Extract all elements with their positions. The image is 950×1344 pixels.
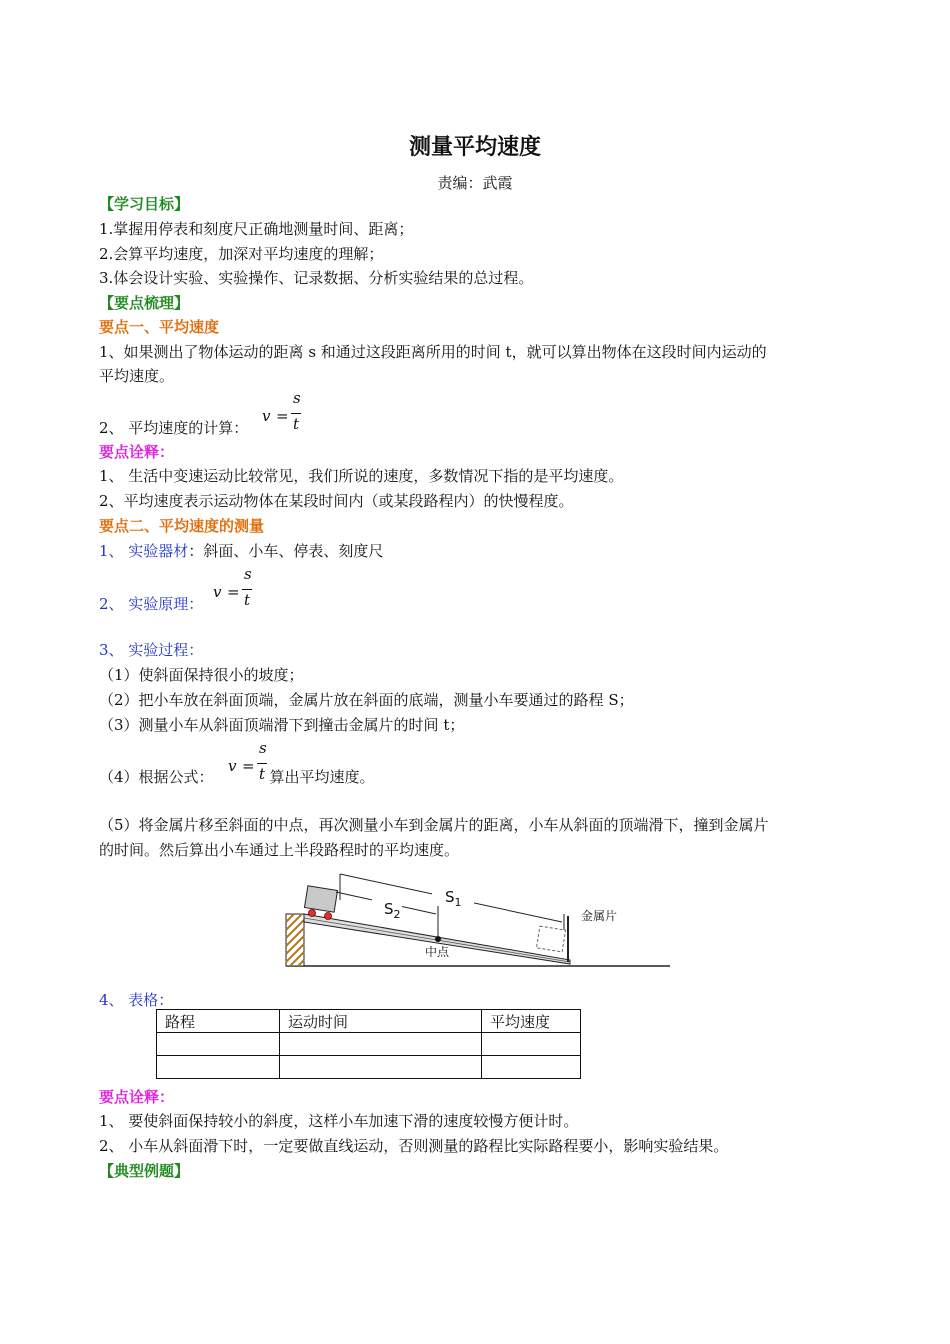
- principle-label: 2、 实验原理：: [99, 595, 204, 613]
- record-table: [156, 1009, 581, 1079]
- s2-label: $S_2$: [384, 900, 401, 921]
- step4-text: （4）根据公式：: [99, 768, 214, 786]
- equipment-label: 1、 实验器材: [99, 542, 189, 560]
- goal-item: 1.掌握用停表和刻度尺正确地测量时间、距离；: [99, 220, 414, 238]
- support-block: [286, 914, 304, 966]
- avg-speed-calc-label: 2、 平均速度的计算：: [99, 419, 249, 437]
- table-header-row: [157, 1010, 581, 1033]
- note-item: 2、平均速度表示运动物体在某段时间内（或某段路程内）的快慢程度。: [99, 492, 574, 510]
- note-heading: 要点诠释：: [99, 443, 175, 461]
- s1-label: $S_1$: [445, 888, 462, 909]
- goal-item: 2.会算平均速度，加深对平均速度的理解；: [99, 245, 384, 263]
- process-step: （3）测量小车从斜面顶端滑下到撞击金属片的时间 t；: [99, 716, 465, 734]
- table-cell: [482, 1033, 581, 1056]
- incline-diagram: [280, 870, 675, 970]
- note-item: 1、 生活中变速运动比较常见，我们所说的速度，多数情况下指的是平均速度。: [99, 467, 624, 485]
- process-step: （2）把小车放在斜面顶端，金属片放在斜面的底端，测量小车要通过的路程 S；: [99, 691, 634, 709]
- page-title: 测量平均速度: [408, 135, 541, 160]
- points-heading: 【要点梳理】: [99, 294, 190, 312]
- cart: [304, 886, 337, 920]
- table-header: 运动时间: [280, 1010, 482, 1033]
- table-label: 4、 表格：: [99, 991, 174, 1009]
- equipment-line: [99, 541, 383, 561]
- table-row: [157, 1056, 581, 1079]
- note2-item: 1、 要使斜面保持较小的斜度，这样小车加速下滑的速度较慢方便计时。: [99, 1112, 579, 1130]
- step4-text-end: 算出平均速度。: [269, 768, 375, 786]
- document-page: 测量平均速度 责编：武霞 【学习目标】 1.掌握用停表和刻度尺正确地测量时间、距离； 2.会算平均速度，加深对平均速度的理解； 3.体会设计实验、实验操作、记录数据、分析实验结果的总过程。 【要点梳理】 要点一、平均速度 1、如果测出了物体运动的距离 s 和通过这段距离所用的时间 t，就可以算出物体在这段时间内运动的 平均速度。 2、 平均速度的计算： v = s t 要点诠释： 1、 生活中变速运动比较常见，我们所说的速度，多数情况下指的是平均速度。 2、平均速度表示运动物体在某段时间内（或某段路程内）的快慢程度。 要点二、平均速度的测量 1、 实验器材：斜面、小车、停表、刻度尺 2、 实验原理： v = s t 3、 实验过程： （1）使斜面保持很小的坡度； （2）把小车放在斜面顶端，金属片放在斜面的底端，测量小车要通过的路程 S； （3）测量小车从斜面顶端滑下到撞击金属片的时间 t； （4）根据公式： 算出平均速度。 v = s t （5）将金属片移至斜面的中点，再次测量小车到金属片的距离，小车从斜面的顶端滑下，撞到金属片 的时间。然后算出小车通过上半段路程时的平均速度。 $S_1$ $S_2$ 中点 金属片 4、 表格： 路程 运动时间 平均速度 要点诠释： 1、 要使斜面保持较小的斜度，这样小车加速下滑的速度较慢方便计时。 2、 小车从斜面滑下时，一定要做直线运动，否则测量的路程比实际路程要小，影响实验结果。 【典型例题】: [0, 0, 950, 1344]
- midpoint-dot: [435, 936, 441, 942]
- table-cell: [280, 1056, 482, 1079]
- note2-heading: 要点诠释：: [99, 1088, 175, 1106]
- point1-heading: 要点一、平均速度: [99, 318, 220, 336]
- process-step-4: [99, 767, 375, 787]
- process-step-5: （5）将金属片移至斜面的中点，再次测量小车到金属片的距离，小车从斜面的顶端滑下，撞到金属片: [99, 816, 769, 834]
- table-row: [157, 1033, 581, 1056]
- process-step: （1）使斜面保持很小的坡度；: [99, 666, 304, 684]
- table-cell: [157, 1056, 280, 1079]
- table-cell: [280, 1033, 482, 1056]
- cart-end-position: [536, 926, 565, 952]
- process-label: 3、 实验过程：: [99, 641, 204, 659]
- goal-item: 3.体会设计实验、实验操作、记录数据、分析实验结果的总过程。: [99, 269, 534, 287]
- goals-heading: 【学习目标】: [99, 195, 190, 213]
- table-cell: [157, 1033, 280, 1056]
- note2-item: 2、 小车从斜面滑下时，一定要做直线运动，否则测量的路程比实际路程要小，影响实验结果。: [99, 1137, 729, 1155]
- table-header: 路程: [157, 1010, 280, 1033]
- point2-heading: 要点二、平均速度的测量: [99, 517, 265, 535]
- editor-credit: 责编：武霞: [437, 174, 513, 192]
- table-header: 平均速度: [482, 1010, 581, 1033]
- point1-text: 1、如果测出了物体运动的距离 s 和通过这段距离所用的时间 t，就可以算出物体在这段时间内运动的: [99, 343, 767, 361]
- process-step-5-cont: 的时间。然后算出小车通过上半段路程时的平均速度。: [99, 841, 460, 859]
- examples-heading: 【典型例题】: [99, 1162, 190, 1180]
- metal-sheet-label: 金属片: [581, 909, 618, 923]
- table-cell: [482, 1056, 581, 1079]
- equipment-list: ：斜面、小车、停表、刻度尺: [188, 542, 384, 560]
- point1-text-cont: 平均速度。: [99, 367, 175, 385]
- midpoint-label: 中点: [425, 945, 450, 959]
